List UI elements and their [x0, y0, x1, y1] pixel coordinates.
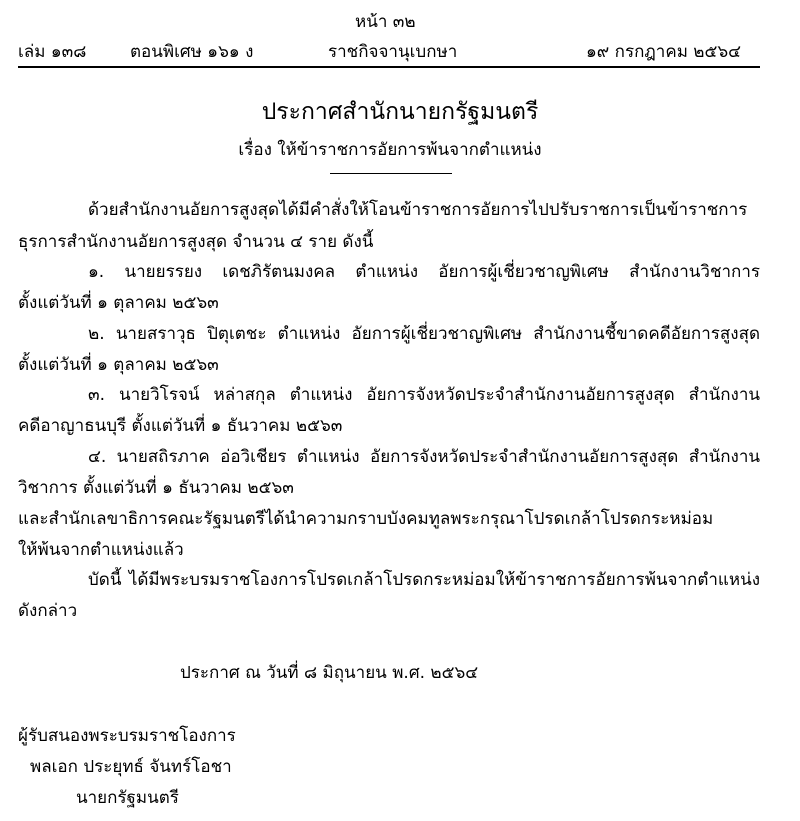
- body-line: ๔. นายสถิรภาค อ่อวิเชียร ตำแหน่ง อัยการจังหวัดประจำสำนักงานอัยการสูงสุด สำนักงาน: [88, 447, 760, 467]
- body-line: คดีอาญาธนบุรี ตั้งแต่วันที่ ๑ ธันวาคม ๒๕๖๓: [18, 416, 343, 436]
- document-subject: เรื่อง ให้ข้าราชการอัยการพ้นจากตำแหน่ง: [238, 140, 542, 160]
- body-line: ๓. นายวิโรจน์ หล่าสกุล ตำแหน่ง อัยการจังหวัดประจำสำนักงานอัยการสูงสุด สำนักงาน: [88, 385, 760, 405]
- header-rule: [18, 66, 760, 68]
- body-line: ธุรการสำนักงานอัยการสูงสุด จำนวน ๔ ราย ดังนี้: [18, 232, 374, 252]
- document-title: ประกาศสำนักนายกรัฐมนตรี: [261, 99, 539, 125]
- body-line: และสำนักเลขาธิการคณะรัฐมนตรีได้นำความกราบบังคมทูลพระกรุณาโปรดเกล้าโปรดกระหม่อม: [18, 509, 714, 529]
- announcement-date: ประกาศ ณ วันที่ ๘ มิถุนายน พ.ศ. ๒๕๖๔: [180, 663, 479, 683]
- volume-number: เล่ม ๑๓๘: [18, 42, 87, 62]
- body-line: ตั้งแต่วันที่ ๑ ตุลาคม ๒๕๖๓: [18, 293, 219, 313]
- body-line: ดังกล่าว: [18, 601, 78, 621]
- body-line: ให้พ้นจากตำแหน่งแล้ว: [18, 540, 184, 560]
- publication-date: ๑๙ กรกฎาคม ๒๕๖๔: [586, 42, 742, 62]
- body-line: บัดนี้ ได้มีพระบรมราชโองการโปรดเกล้าโปรดกระหม่อมให้ข้าราชการอัยการพ้นจากตำแหน่ง: [88, 570, 760, 590]
- body-line: ๑. นายยรรยง เดชภิรัตนมงคล ตำแหน่ง อัยการผู้เชี่ยวชาญพิเศษ สำนักงานวิชาการ: [88, 262, 760, 282]
- body-line: วิชาการ ตั้งแต่วันที่ ๑ ธันวาคม ๒๕๖๓: [18, 478, 294, 498]
- page-number: หน้า ๓๒: [355, 12, 416, 32]
- body-line: ตั้งแต่วันที่ ๑ ตุลาคม ๒๕๖๓: [18, 355, 219, 375]
- body-line: ด้วยสำนักงานอัยการสูงสุดได้มีคำสั่งให้โอนข้าราชการอัยการไปปรับราชการเป็นข้าราชการ: [88, 200, 748, 220]
- title-rule: [330, 173, 452, 174]
- signatory-position: นายกรัฐมนตรี: [76, 788, 179, 808]
- body-line: ๒. นายสราวุธ ปิตุเตชะ ตำแหน่ง อัยการผู้เชี่ยวชาญพิเศษ สำนักงานชี้ขาดคดีอัยการสูงสุด: [88, 324, 760, 344]
- signatory-name: พลเอก ประยุทธ์ จันทร์โอชา: [30, 757, 232, 777]
- countersign-role: ผู้รับสนองพระบรมราชโองการ: [18, 726, 236, 746]
- issue-number: ตอนพิเศษ ๑๖๑ ง: [130, 42, 254, 62]
- publication-name: ราชกิจจานุเบกษา: [328, 42, 458, 62]
